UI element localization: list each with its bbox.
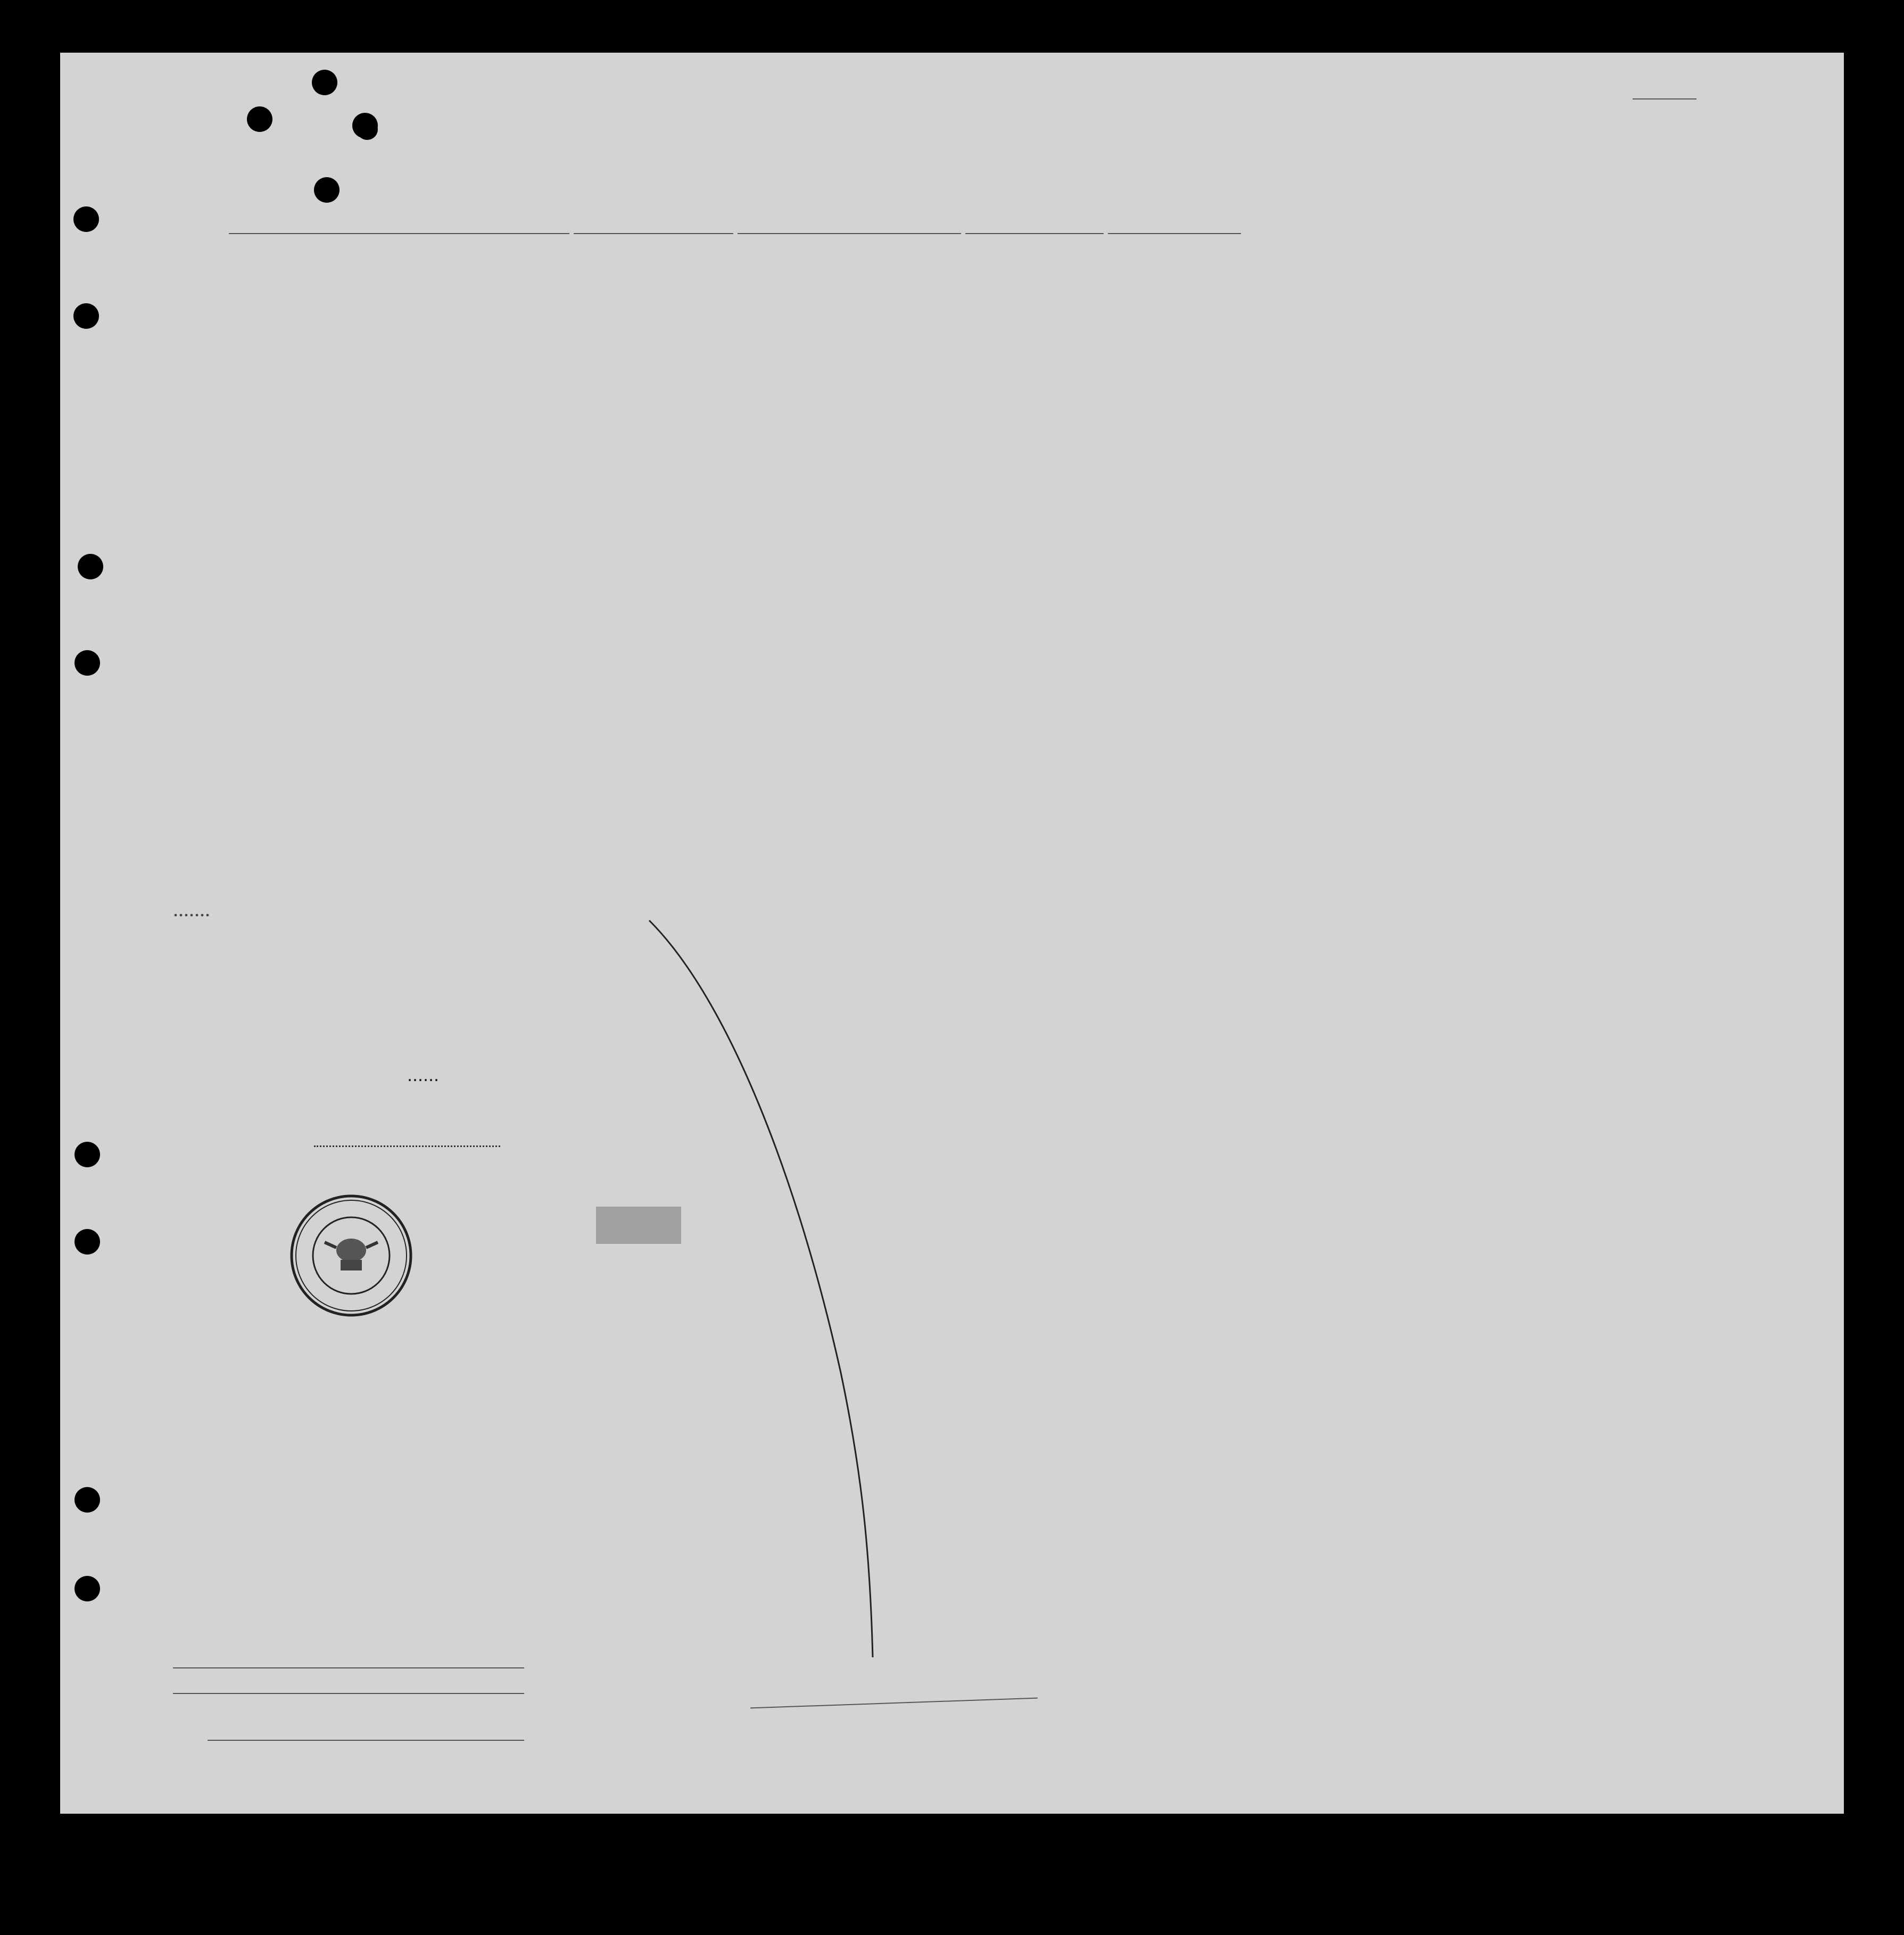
punch-hole xyxy=(73,206,99,232)
vessel-name xyxy=(229,233,569,234)
arriving-date xyxy=(738,233,961,234)
punch-hole xyxy=(357,119,378,140)
line-value xyxy=(173,1667,524,1668)
punch-hole xyxy=(78,554,103,579)
arriving-port xyxy=(574,233,733,234)
punch-hole xyxy=(312,70,337,95)
punch-hole xyxy=(247,106,272,132)
from-date xyxy=(1108,233,1241,234)
from-port xyxy=(965,233,1104,234)
punch-hole xyxy=(74,1487,100,1513)
punch-hole xyxy=(74,650,100,676)
punch-hole xyxy=(73,303,99,329)
pencil-stroke xyxy=(612,915,878,1660)
local-agents-value xyxy=(208,1724,524,1741)
punch-hole xyxy=(74,1229,100,1255)
sheet-number xyxy=(1633,98,1696,99)
punch-hole xyxy=(74,1142,100,1167)
owners-value xyxy=(173,1693,524,1694)
punch-hole xyxy=(314,177,340,203)
manifest-sheet xyxy=(60,53,1844,1814)
via-value xyxy=(314,1145,500,1147)
punch-hole xyxy=(74,1576,100,1601)
consulate-seal-icon xyxy=(287,1192,415,1319)
